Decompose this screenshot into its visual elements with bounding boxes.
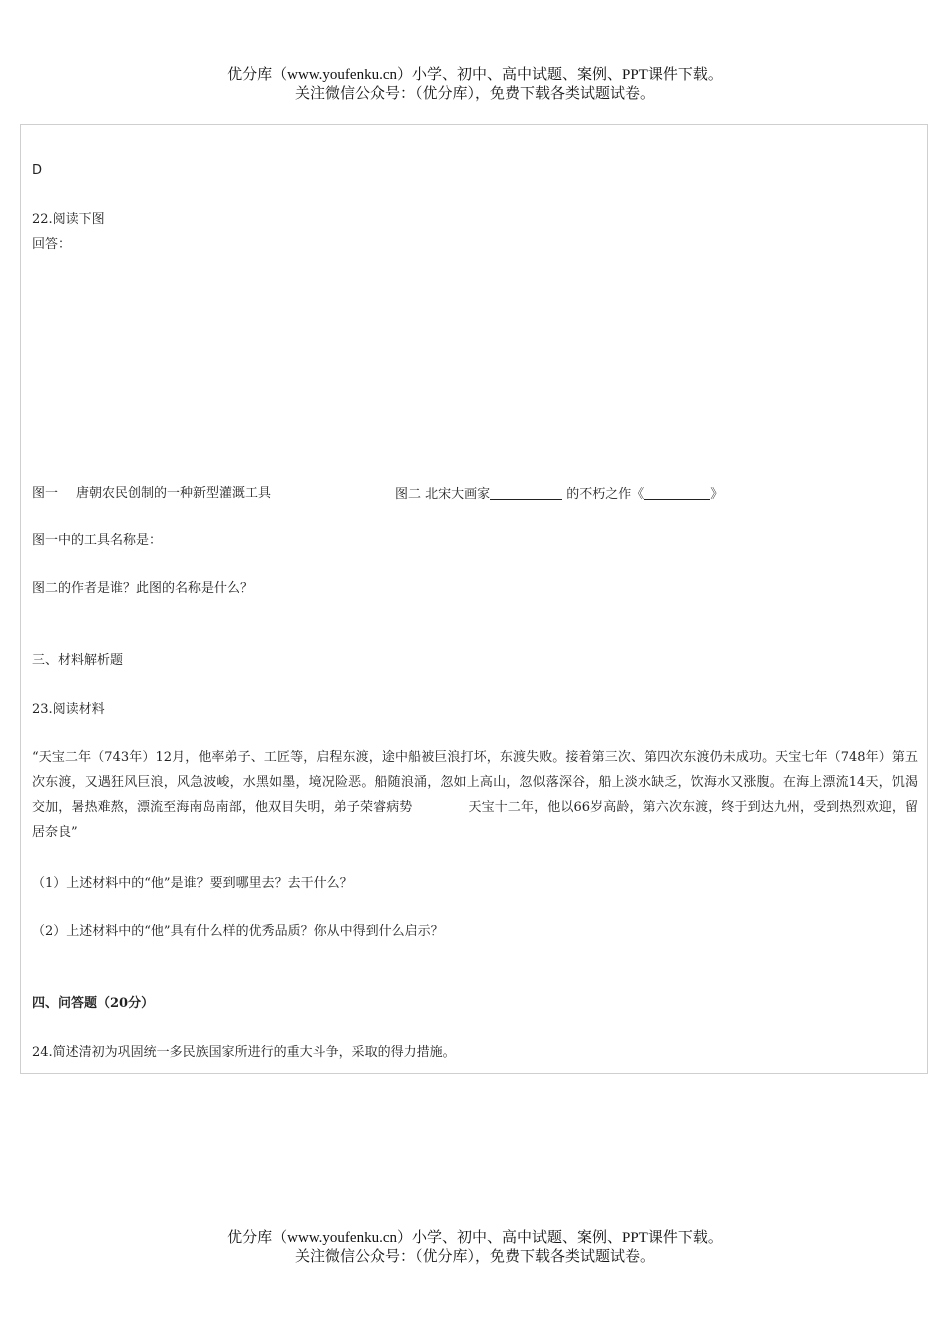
answer-d: D [32,163,43,178]
figure-1-label: 图一 [32,486,59,501]
figure-2-caption [395,486,723,503]
figure-2-middle: 的不朽之作《 [562,487,645,502]
q22-question-1: 图一中的工具名称是： [32,533,163,548]
header-line-1: 优分库（www.youfenku.cn）小学、初中、高中试题、案例、PPT课件下载。 [227,67,723,83]
section-4-heading: 四、问答题（20分） [32,996,155,1011]
footer-line-1: 优分库（www.youfenku.cn）小学、初中、高中试题、案例、PPT课件下载。 [227,1230,723,1246]
figure-1-caption [32,486,271,502]
q23-title: 23.阅读材料 [32,702,105,717]
q22-title: 22.阅读下图 [32,212,105,227]
figure-2-prefix: 图二 北宋大画家 [395,487,491,502]
section-3-heading: 三、材料解析题 [32,653,124,668]
material-part-2: 天宝十二年，他以66岁高龄，第六次东渡，终于到达九州，受到热烈欢迎，留居奈良” [32,800,918,840]
figure-2-suffix: 》 [710,487,724,502]
figure-1-text: 唐朝农民创制的一种新型灌溉工具 [76,486,272,501]
painter-blank[interactable] [490,486,562,500]
page-header [0,66,950,104]
q23-sub-question-2: （2）上述材料中的“他”具有什么样的优秀品质？你从中得到什么启示？ [32,924,444,939]
q22-question-2: 图二的作者是谁？此图的名称是什么？ [32,581,254,596]
header-line-2: 关注微信公众号：（优分库），免费下载各类试题试卷。 [294,86,655,102]
q22-prompt: 回答： [32,237,72,252]
q23-sub-question-1: （1）上述材料中的“他”是谁？要到哪里去？去干什么？ [32,876,353,891]
footer-line-2: 关注微信公众号：（优分库），免费下载各类试题试卷。 [294,1249,655,1265]
q23-material [32,745,918,845]
page-footer [0,1229,950,1267]
q24-question: 24.简述清初为巩固统一多民族国家所进行的重大斗争，采取的得力措施。 [32,1045,456,1060]
painting-title-blank[interactable] [644,486,710,500]
material-part-1: “天宝二年（743年）12月，他率弟子、工匠等，启程东渡，途中船被巨浪打坏，东渡失败。接着第三次、第四次东渡仍未成功。天宝七年（748年）第五次东渡，又遇狂风巨浪，风急波峻，水黑如墨，境况险恶。船随浪涌，忽如上高山，忽似落深谷，船上淡水缺乏，饮海水又涨腹。在海上漂流14天，饥渴交加，暑热难熬，漂流至海南岛南部，他双目失明，弟子荣睿病势 [32,750,918,815]
content-frame [20,124,928,1074]
